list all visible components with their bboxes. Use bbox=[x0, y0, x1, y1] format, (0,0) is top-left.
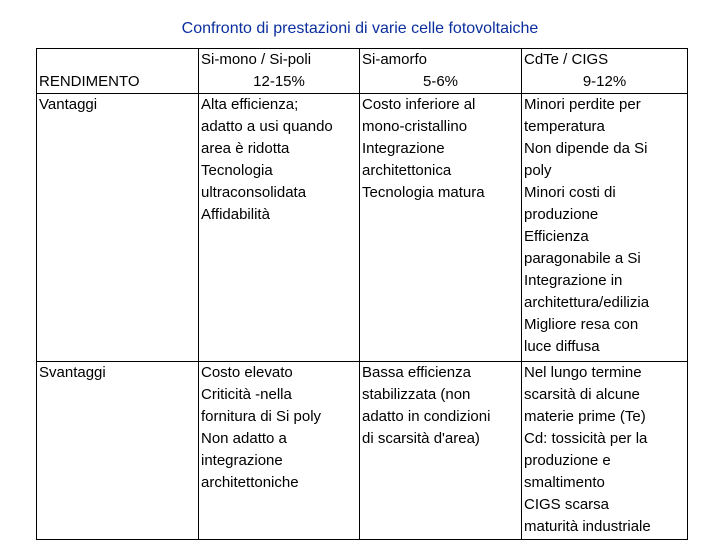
header-label-cell bbox=[37, 49, 199, 94]
rendimento-label: RENDIMENTO bbox=[39, 73, 140, 90]
cell-text-line: Criticità -nella bbox=[201, 386, 292, 403]
cell-text-line: ultraconsolidata bbox=[201, 184, 307, 201]
cell-text-line: Efficienza bbox=[524, 228, 589, 245]
rendimento-value: 9-12% bbox=[582, 73, 627, 90]
cell-text-line: fornitura di Si poly bbox=[201, 408, 322, 425]
rendimento-value: 12-15% bbox=[253, 73, 305, 90]
row-label-cell bbox=[37, 94, 199, 362]
cell-text-line: smaltimento bbox=[524, 474, 605, 491]
cell-text-line: scarsità di alcune bbox=[524, 386, 640, 403]
cell-text-line: Minori perdite per bbox=[524, 96, 641, 113]
cell-text-line: Migliore resa con bbox=[524, 316, 639, 333]
row-label-cell bbox=[37, 362, 199, 540]
cell-text-line: paragonabile a Si bbox=[524, 250, 641, 267]
cell-text-line: Costo inferiore al bbox=[362, 96, 476, 113]
cell-text-line: produzione e bbox=[524, 452, 611, 469]
cell-text-line: Integrazione bbox=[362, 140, 445, 157]
column-name: Si-amorfo bbox=[362, 51, 428, 68]
vantaggi-si-mono-poli bbox=[199, 94, 360, 362]
header-cell-si-amorfo bbox=[360, 49, 522, 94]
cell-text-line: architettonica bbox=[362, 162, 452, 179]
cell-text-line: Costo elevato bbox=[201, 364, 293, 381]
header-row bbox=[37, 49, 688, 94]
column-name: CdTe / CIGS bbox=[524, 51, 609, 68]
cell-text-line: materie prime (Te) bbox=[524, 408, 646, 425]
cell-text-line: adatto in condizioni bbox=[362, 408, 491, 425]
cell-text-line: poly bbox=[524, 162, 552, 179]
cell-text-line: Integrazione in bbox=[524, 272, 623, 289]
cell-text-line: Non adatto a bbox=[201, 430, 287, 447]
cell-text-line: adatto a usi quando bbox=[201, 118, 333, 135]
vantaggi-si-amorfo bbox=[360, 94, 522, 362]
rendimento-value: 5-6% bbox=[422, 73, 459, 90]
header-cell-cdte-cigs bbox=[522, 49, 688, 94]
comparison-table bbox=[36, 48, 688, 540]
cell-text-line: Tecnologia matura bbox=[362, 184, 485, 201]
cell-text-line: produzione bbox=[524, 206, 599, 223]
page-title: Confronto di prestazioni di varie celle fotovoltaiche bbox=[181, 20, 539, 37]
cell-text-line: maturità industriale bbox=[524, 518, 651, 535]
row-label: Svantaggi bbox=[39, 364, 106, 381]
cell-text-line: integrazione bbox=[201, 452, 283, 469]
svantaggi-si-mono-poli bbox=[199, 362, 360, 540]
cell-text-line: Affidabilità bbox=[201, 206, 270, 223]
cell-text-line: Alta efficienza; bbox=[201, 96, 299, 113]
row-svantaggi bbox=[37, 362, 688, 540]
cell-text-line: stabilizzata (non bbox=[362, 386, 471, 403]
row-vantaggi bbox=[37, 94, 688, 362]
vantaggi-cdte-cigs bbox=[522, 94, 688, 362]
svantaggi-cdte-cigs bbox=[522, 362, 688, 540]
header-cell-si-mono-poli bbox=[199, 49, 360, 94]
svantaggi-si-amorfo bbox=[360, 362, 522, 540]
cell-text-line: architettoniche bbox=[201, 474, 299, 491]
cell-text-line: Bassa efficienza bbox=[362, 364, 471, 381]
cell-text-line: luce diffusa bbox=[524, 338, 600, 355]
cell-text-line: Tecnologia bbox=[201, 162, 273, 179]
cell-text-line: Minori costi di bbox=[524, 184, 616, 201]
cell-text-line: mono-cristallino bbox=[362, 118, 468, 135]
row-label: Vantaggi bbox=[39, 96, 98, 113]
cell-text-line: area è ridotta bbox=[201, 140, 290, 157]
cell-text-line: Nel lungo termine bbox=[524, 364, 642, 381]
cell-text-line: CIGS scarsa bbox=[524, 496, 610, 513]
column-name: Si-mono / Si-poli bbox=[201, 51, 312, 68]
cell-text-line: Cd: tossicità per la bbox=[524, 430, 648, 447]
cell-text-line: Non dipende da Si bbox=[524, 140, 648, 157]
cell-text-line: architettura/edilizia bbox=[524, 294, 650, 311]
cell-text-line: temperatura bbox=[524, 118, 605, 135]
cell-text-line: di scarsità d'area) bbox=[362, 430, 480, 447]
